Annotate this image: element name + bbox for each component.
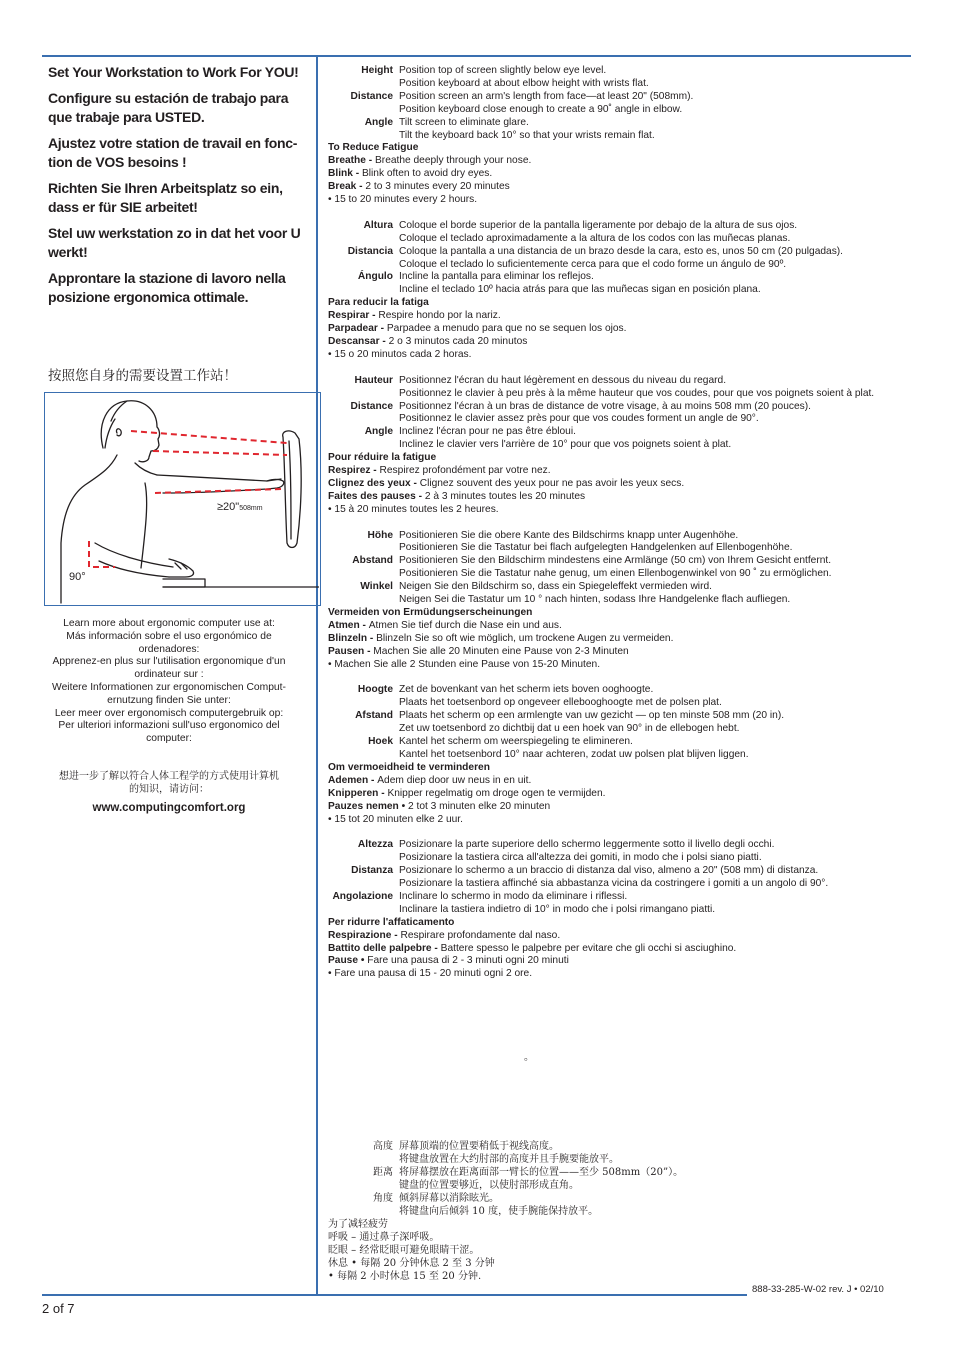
tip: Descansar - 2 o 3 minutos cada 20 minutos (328, 336, 528, 348)
row-height: Height Position top of screen slightly below eye level. Position keyboard at about elbow height with wrists flat. (361, 65, 649, 89)
angle-label: 90° (69, 571, 86, 583)
tip: Blinzeln - Blinzeln Sie so oft wie möglich, um trockene Augen zu vermeiden. (328, 632, 674, 644)
page-number: 2 of 7 (42, 1301, 75, 1316)
section-fr (328, 375, 918, 517)
tip: Knipperen - Knipper regelmatig om droge ogen te vermijden. (328, 787, 606, 799)
tip: Faites des pauses - 2 à 3 minutes toutes les 20 minutes (328, 490, 586, 502)
row-height: Hoogte Zet de bovenkant van het scherm iets boven ooghoogte. Plaats het toetsenbord op ongeveer ellebooghoogte met de polsen plat. (357, 684, 722, 709)
heading-fr: Ajustez votre station de travail en fonc-tion de VOS besoins ! (48, 135, 298, 170)
section-de (328, 530, 918, 672)
top-rule (42, 55, 911, 57)
heading-de: Richten Sie Ihren Arbeitsplatz so ein, dass er für SIE arbeitet! (48, 180, 283, 215)
heading-it: Approntare la stazione di lavoro nella posizione ergonomica ottimale. (48, 270, 286, 305)
tip: Respirez - Respirez profondément par votre nez. (328, 465, 551, 477)
row-distance: Distancia Coloque la pantalla a una distancia de un brazo desde la cara, esto es, unos 50 cm (20 pulgadas). Coloque el teclado lo suficientemente cerca para que el codo forme un ángulo de 90º. (347, 245, 844, 270)
fatigue-title: 为了减轻疲劳 (328, 1219, 388, 1230)
fatigue-title: Para reducir la fatiga (328, 297, 429, 309)
row-distance: Abstand Positionieren Sie den Bildschirm mindestens eine Armlänge (50 cm) von Ihrem Gesicht entfernt. Positionieren Sie die Tastatur nahe genug, um einen Ellenbogenwinkel von 90 ˚ zu ermöglichen. (352, 555, 832, 580)
fatigue-title: Per ridurre l'affaticamento (328, 916, 455, 928)
learn-more-cn: 想进一步了解以符合人体工程学的方式使用计算机 的知识，请访问： (59, 771, 279, 795)
row-height: Höhe Positionieren Sie die obere Kante des Bildschirms knapp unter Augenhöhe. Positionieren Sie die Tastatur bei flach aufgelegten Handgelenken auf Ellenbogenhöhe. (367, 529, 793, 554)
fatigue-title: Pour réduire la fatigue (328, 452, 437, 464)
tip: Ademen - Adem diep door uw neus in en uit. (328, 774, 532, 786)
section-cn (328, 1140, 683, 1283)
tip: Pause • Fare una pausa di 2 - 3 minuti ogni 20 minuti (328, 955, 569, 967)
tip: Pausen - Machen Sie alle 20 Minuten eine Pause von 2-3 Minuten (328, 645, 629, 657)
tip-bullet: • 每隔 2 小时休息 15 至 20 分钟. (328, 1271, 482, 1282)
row-angle: Angle Inclinez l'écran pour ne pas être ébloui. Inclinez le clavier vers l'arrière de 10° pour que vos poignets soient à plat. (364, 426, 732, 451)
tip: Respirazione - Respirare profondamente dal naso. (328, 929, 561, 941)
section-nl (328, 684, 918, 826)
stray-mark: 。 (524, 1052, 534, 1063)
tip-bullet: • 15 à 20 minutes toutes les 2 heures. (328, 503, 499, 515)
headings-column (48, 63, 304, 314)
tip: Battito delle palpebre - Battere spesso le palpebre per evitare che gli occhi si asciughino. (328, 942, 737, 954)
tip: 休息 • 每隔 20 分钟休息 2 至 3 分钟 (328, 1258, 495, 1269)
tip: 呼吸 – 通过鼻子深呼吸。 (328, 1232, 440, 1243)
website-link[interactable]: www.computingcomfort.org (92, 802, 246, 814)
tip-bullet: • 15 o 20 minutos cada 2 horas. (328, 348, 472, 360)
row-distance: Distance Positionnez l'écran à un bras de distance de votre visage, à au moins 508 mm (20 pouces). Positionnez le clavier assez près pour que vos coudes forment un angle de 90°. (350, 400, 811, 425)
document-number: 888-33-285-W-02 rev. J • 02/10 (752, 1284, 884, 1295)
tip-bullet: • 15 to 20 minutes every 2 hours. (328, 194, 478, 206)
tip-bullet: • Fare una pausa di 15 - 20 minuti ogni 2 ore. (328, 968, 533, 980)
tip: Respirar - Respire hondo por la nariz. (328, 310, 501, 322)
row-height: Hauteur Positionnez l'écran du haut légèrement en dessous du niveau du regard. Positionnez le clavier à peu près à la même hauteur que vos coudes, pour que vos poignets soient à plat. (354, 374, 875, 399)
row-distance: Distanza Posizionare lo schermo a un braccio di distanza dal viso, almeno a 20" (508 mm) di distanza. Posizionare la tastiera affinché sia abbastanza vicina da costringere i gomiti a un angolo di 90°. (351, 865, 829, 890)
section-it (328, 839, 918, 981)
learn-more-text: Learn more about ergonomic computer use at: Más información sobre el uso ergonómico de ordenadores: Apprenez-en plus sur l'utilisation ergonomique d'un ordinateur sur : Weitere Informationen zur ergonomischen Comput- ernutzung finden Sie unter: Leer meer over ergonomisch computergebruik op: Per ulteriori informazioni sull'uso ergonomico del computer: (52, 618, 286, 745)
fatigue-title: Om vermoeidheid te verminderen (328, 761, 490, 773)
tip: Blink - Blink often to avoid dry eyes. (328, 168, 493, 180)
row-angle: 角度 倾斜屏幕以消除眩光。 将键盘向后倾斜 10 度，使手腕能保持放平。 (373, 1193, 599, 1217)
tip: Break - 2 to 3 minutes every 20 minutes (328, 181, 510, 193)
heading-en: Set Your Workstation to Work For YOU! (48, 64, 299, 80)
row-angle: Angle Tilt screen to eliminate glare. Tilt the keyboard back 10° so that your wrists remain flat. (364, 116, 655, 141)
section-en (328, 65, 918, 207)
heading-es: Configure su estación de trabajo para que trabaje para USTED. (48, 90, 289, 125)
tip: Pauzes nemen • 2 tot 3 minuten elke 20 minuten (328, 800, 551, 812)
row-angle: Angolazione Inclinare lo schermo in modo da eliminare i riflessi. Inclinare la tastiera indietro di 10° in modo che i polsi rimangano piatti. (332, 890, 716, 915)
row-distance: Distance Position screen an arm's length from face—at least 20" (508mm). Position keyboard close enough to create a 90˚ angle in elbow. (350, 90, 694, 115)
distance-label: ≥20"508mm (217, 501, 263, 513)
section-es (328, 220, 918, 362)
row-distance: Afstand Plaats het scherm op een armlengte van uw gezicht — op ten minste 508 mm (20 in). Zet uw toetsenbord zo dichtbij dat u een hoek van 90° in de ellebogen hebt. (355, 710, 785, 735)
instructions-column (328, 65, 918, 994)
column-divider (316, 57, 318, 1295)
tip-bullet: • 15 tot 20 minuten elke 2 uur. (328, 813, 463, 825)
tip: Breathe - Breathe deeply through your nose. (328, 155, 532, 167)
row-angle: Winkel Neigen Sie den Bildschirm so, dass ein Spiegeleffekt vermieden wird. Neigen Sei die Tastatur um 10 ° nach hinten, sodass Ihre Handgelenke flach aufliegen. (360, 581, 791, 606)
tip-bullet: • Machen Sie alle 2 Stunden eine Pause von 15-20 Minuten. (328, 658, 601, 670)
ergonomic-illustration (44, 392, 321, 606)
bottom-rule (42, 1294, 747, 1296)
row-distance: 距离 将屏幕摆放在距离面部一臂长的位置——至少 508mm（20”）。 键盘的位置要够近，以使肘部形成直角。 (373, 1167, 684, 1191)
fatigue-title: To Reduce Fatigue (328, 142, 419, 154)
row-height: Altezza Posizionare la parte superiore dello schermo leggermente sotto il livello degli occhi. Posizionare la tastiera circa all'altezza dei gomiti, in modo che i polsi siano piatti. (357, 839, 775, 864)
row-angle: Ángulo Incline la pantalla para eliminar los reflejos. Incline el teclado 10º hacia atrás para que las muñecas sigan en posición plana. (357, 271, 761, 296)
row-height: Altura Coloque el borde superior de la pantalla ligeramente por debajo de la altura de sus ojos. Coloque el teclado aproximadamente a la altura de los codos con las muñecas planas. (363, 219, 798, 244)
tip: Parpadear - Parpadee a menudo para que no se sequen los ojos. (328, 323, 627, 335)
row-height: 高度 屏幕顶端的位置要稍低于视线高度。 将键盘放置在大约肘部的高度并且手腕要能放平。 (373, 1141, 619, 1165)
fatigue-title: Vermeiden von Ermüdungserscheinungen (328, 607, 533, 619)
tip: Clignez des yeux - Clignez souvent des yeux pour ne pas avoir les yeux secs. (328, 477, 685, 489)
tip: 眨眼 – 经常眨眼可避免眼睛干涩。 (328, 1245, 480, 1256)
workstation-drawing (45, 393, 319, 604)
heading-cn: 按照您自身的需要设置工作站！ (48, 368, 237, 384)
tip: Atmen - Atmen Sie tief durch die Nase ein und aus. (328, 619, 562, 631)
heading-nl: Stel uw werkstation zo in dat het voor U werkt! (48, 225, 301, 260)
row-angle: Hoek Kantel het scherm om weerspiegeling te elimineren. Kantel het toetsenbord 10° naar achteren, zodat uw polsen plat blijven liggen. (368, 736, 749, 760)
